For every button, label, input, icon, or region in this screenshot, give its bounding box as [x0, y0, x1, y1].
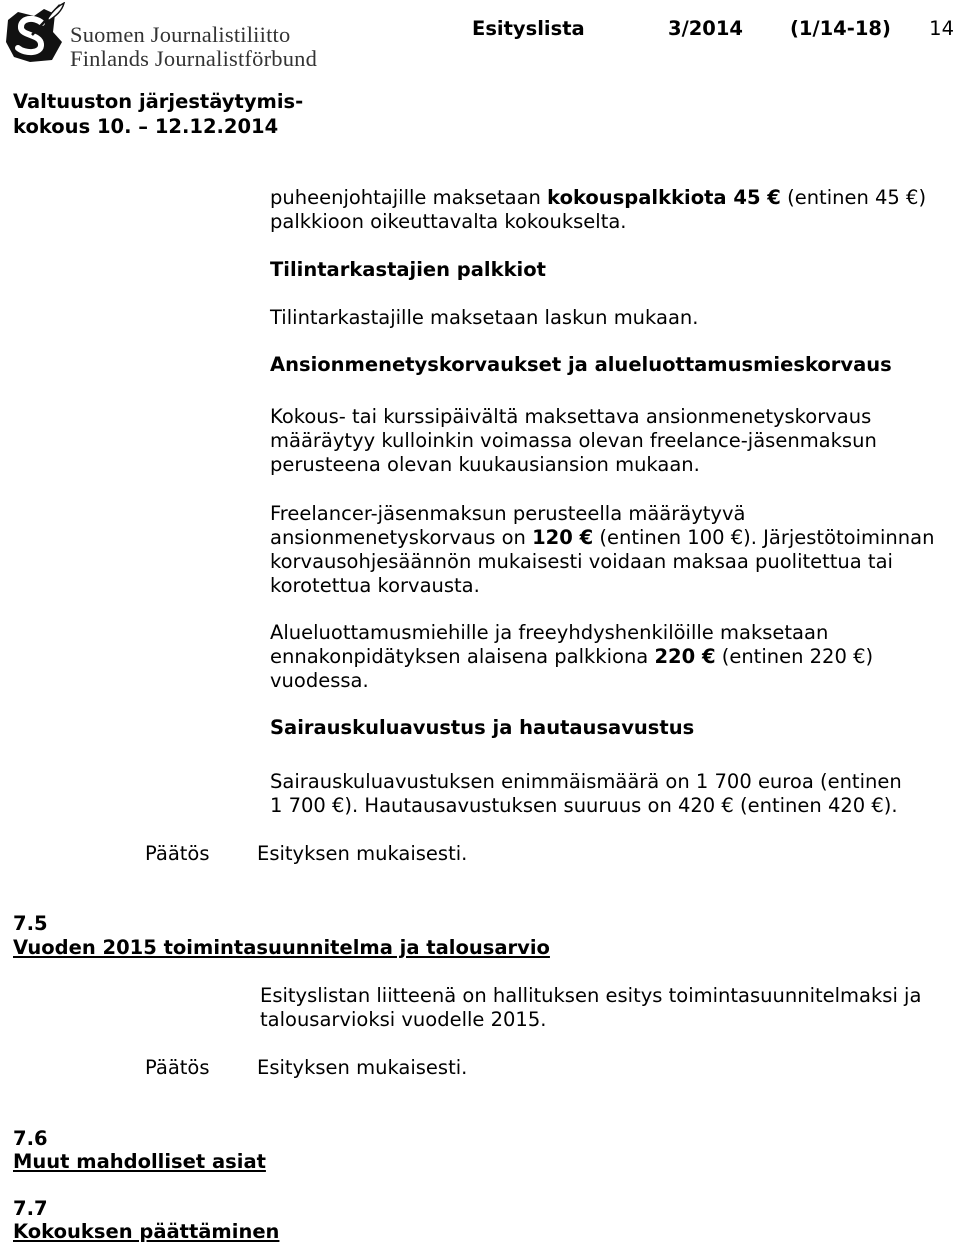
paragraph-line: 1 700 €). Hautausavustuksen suuruus on 420 € (entinen 420 €). — [270, 794, 898, 817]
decision-text: Esityksen mukaisesti. — [257, 1056, 468, 1079]
meeting-title-line-1: Valtuuston järjestäytymis- — [13, 90, 304, 113]
item-title: Vuoden 2015 toimintasuunnitelma ja talousarvio — [13, 936, 550, 959]
document-reference: (1/14-18) — [790, 17, 891, 40]
section-heading-compensation: Ansionmenetyskorvaukset ja alueluottamusmieskorvaus — [270, 353, 892, 376]
compensation-amount: 120 € — [532, 526, 594, 549]
item-title: Kokouksen päättäminen — [13, 1220, 280, 1243]
paragraph-line: Freelancer-jäsenmaksun perusteella määräytyvä — [270, 502, 746, 525]
section-heading-allowances: Sairauskuluavustus ja hautausavustus — [270, 716, 695, 739]
logo-name-finnish: Suomen Journalistiliitto — [70, 22, 291, 47]
item-number: 7.6 — [13, 1127, 48, 1150]
union-quill-logo-icon — [4, 2, 66, 64]
paragraph-line — [270, 645, 873, 669]
decision-label: Päätös — [145, 1056, 210, 1079]
fees-line: palkkioon oikeuttavalta kokoukselta. — [270, 210, 627, 233]
decision-text: Esityksen mukaisesti. — [257, 842, 468, 865]
document-number: 3/2014 — [668, 17, 743, 40]
fees-line — [270, 186, 926, 210]
paragraph-line: talousarvioksi vuodelle 2015. — [260, 1008, 547, 1031]
document-type: Esityslista — [472, 17, 585, 40]
paragraph-line: Sairauskuluavustuksen enimmäismäärä on 1 700 euroa (entinen — [270, 770, 902, 793]
paragraph-line: vuodessa. — [270, 669, 369, 692]
text-segment: puheenjohtajille maksetaan — [270, 186, 548, 209]
meeting-title-line-2: kokous 10. – 12.12.2014 — [13, 115, 279, 138]
decision-label: Päätös — [145, 842, 210, 865]
item-number: 7.5 — [13, 912, 48, 935]
text-segment: ansionmenetyskorvaus on — [270, 526, 533, 549]
text-segment: (entinen 220 €) — [715, 645, 874, 668]
paragraph-line: korvausohjesäännön mukaisesti voidaan maksaa puolitettua tai — [270, 550, 893, 573]
paragraph-line: Alueluottamusmiehille ja freeyhdyshenkilöille maksetaan — [270, 621, 829, 644]
paragraph-line: korotettua korvausta. — [270, 574, 480, 597]
text-segment: (entinen 100 €). Järjestötoiminnan — [593, 526, 935, 549]
item-number: 7.7 — [13, 1197, 48, 1220]
text-segment: (entinen 45 €) — [780, 186, 927, 209]
paragraph-line: Esityslistan liitteenä on hallituksen esitys toimintasuunnitelmaksi ja — [260, 984, 922, 1007]
annual-fee-amount: 220 € — [654, 645, 716, 668]
paragraph-line: Kokous- tai kurssipäivältä maksettava ansionmenetyskorvaus — [270, 405, 872, 428]
paragraph-line: perusteena olevan kuukausiansion mukaan. — [270, 453, 700, 476]
paragraph-line: määräytyy kulloinkin voimassa olevan freelance-jäsenmaksun — [270, 429, 877, 452]
logo-name-swedish: Finlands Journalistförbund — [70, 46, 318, 71]
text-segment: ennakonpidätyksen alaisena palkkiona — [270, 645, 655, 668]
page-number: 14 — [929, 17, 954, 40]
section-heading-auditor-fees: Tilintarkastajien palkkiot — [270, 258, 546, 281]
fee-amount: kokouspalkkiota 45 € — [547, 186, 781, 209]
paragraph-line — [270, 526, 934, 550]
auditor-fees-text: Tilintarkastajille maksetaan laskun mukaan. — [270, 306, 699, 329]
item-title: Muut mahdolliset asiat — [13, 1150, 266, 1173]
